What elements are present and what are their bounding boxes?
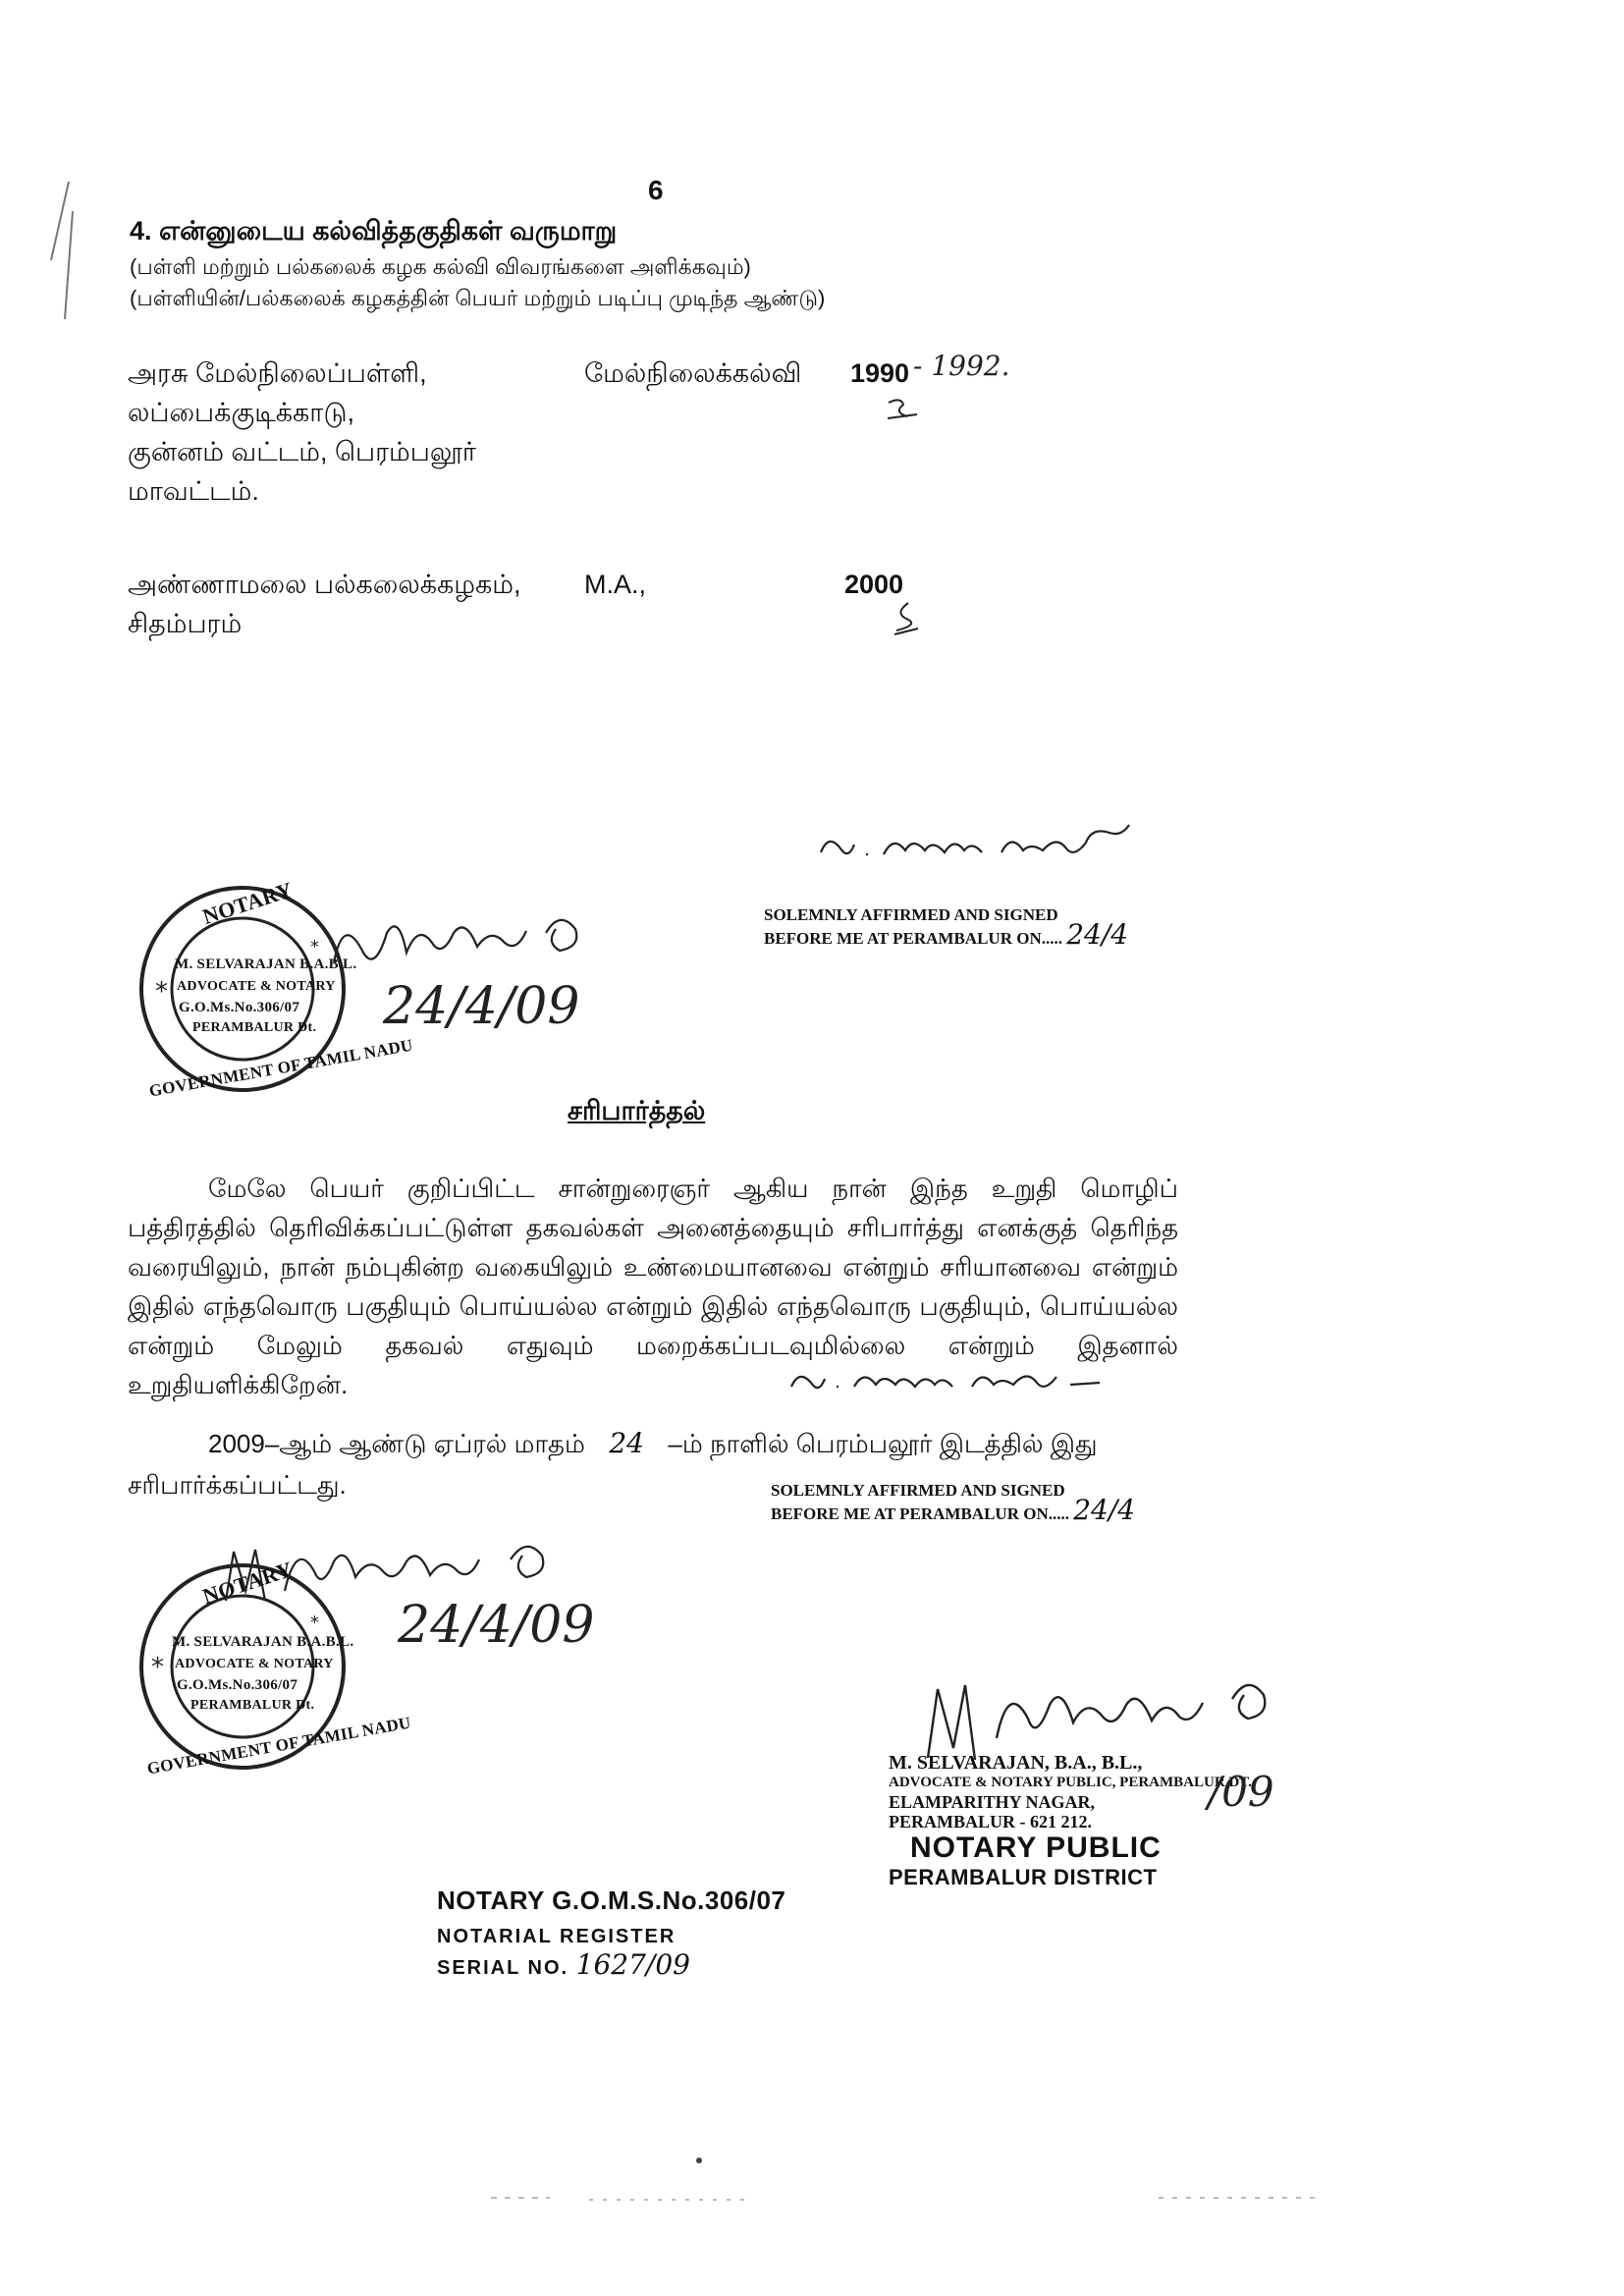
notary-name: M. SELVARAJAN, B.A., B.L.,	[889, 1752, 1143, 1774]
institution-line: குன்னம் வட்டம், பெரம்பலூர்	[128, 437, 476, 466]
affirmation-1-line1: SOLEMNLY AFFIRMED AND SIGNED	[764, 905, 1058, 924]
notary-date-handwritten: /09	[1208, 1768, 1274, 1816]
deponent-signature-1	[815, 815, 1149, 874]
institution-line: அண்ணாமலை பல்கலைக்கழகம்,	[128, 570, 521, 599]
stamp-2-line3: G.O.Ms.No.306/07	[177, 1677, 298, 1693]
stamp-2-name: M. SELVARAJAN B.A.B.L.	[172, 1634, 354, 1650]
notary-title: NOTARY PUBLIC	[910, 1831, 1162, 1864]
scan-artifacts	[0, 2141, 1624, 2219]
institution-line: மாவட்டம்.	[128, 476, 259, 506]
svg-text:*: *	[155, 977, 168, 1007]
verification-date-line	[208, 1424, 1098, 1463]
margin-mark	[29, 172, 79, 329]
verification-title: சரிபார்த்தல்	[568, 1096, 706, 1125]
affirmation-1-line2: BEFORE ME AT PERAMBALUR ON..... 24/4	[764, 918, 1129, 951]
date-line-part-a: 2009–ஆம் ஆண்டு ஏப்ரல் மாதம்	[208, 1429, 585, 1458]
register-line2	[437, 1948, 785, 1981]
institution-line: சிதம்பரம்	[128, 609, 243, 638]
affirmation-2-date: 24/4	[1073, 1494, 1136, 1526]
notary-public-block	[889, 1753, 1252, 1890]
affirmation-2-text: BEFORE ME AT PERAMBALUR ON	[771, 1504, 1049, 1523]
svg-text:*: *	[310, 1613, 319, 1633]
stamp-1-line3: G.O.Ms.No.306/07	[179, 1000, 300, 1015]
education-row-1-institution	[128, 354, 476, 511]
register-go: NOTARY G.O.M.S.No.306/07	[437, 1886, 786, 1915]
date-line-part-b: –ம் நாளில் பெரம்பலூர் இடத்தில் இது	[668, 1429, 1098, 1458]
notary-line2: ADVOCATE & NOTARY PUBLIC, PERAMBALUR DT.	[889, 1775, 1252, 1790]
education-row-2-course: M.A.,	[584, 570, 647, 599]
stamp-1-line2: ADVOCATE & NOTARY	[177, 979, 336, 994]
affirmation-1-text: BEFORE ME AT PERAMBALUR ON	[764, 929, 1042, 948]
affirmation-2-line2: BEFORE ME AT PERAMBALUR ON..... 24/4	[771, 1494, 1136, 1526]
institution-line: அரசு மேல்நிலைப்பள்ளி,	[128, 358, 427, 388]
stamp-1-bottom: GOVERNMENT OF TAMIL NADU	[147, 1035, 414, 1101]
notary-signature-1	[324, 903, 599, 982]
register-serial: 1627/09	[575, 1948, 690, 1981]
education-row-2-institution	[128, 565, 521, 643]
notary-signature-2-date: 24/4/09	[398, 1596, 595, 1655]
stamp-2-line4: PERAMBALUR Dt.	[190, 1698, 315, 1713]
deponent-signature-2	[785, 1355, 1119, 1404]
affirmation-2-line1: SOLEMNLY AFFIRMED AND SIGNED	[771, 1481, 1065, 1500]
date-handwritten: 24	[609, 1427, 644, 1459]
stamp-1-line4: PERAMBALUR Dt.	[192, 1020, 317, 1035]
verification-paragraph: மேலே பெயர் குறிப்பிட்ட சான்றுரைஞர் ஆகிய நான் இந்த உறுதி மொழிப் பத்திரத்தில் தெரிவிக்கப்பட்டுள்ள தகவல்கள் அனைத்தையும் சரிபார்த்து எனக்குத் தெரிந்த வரையிலும், நான் நம்புகின்ற வகையிலும் உண்மையானவை என்றும் சரியானவை என்றும் இதில் எந்தவொரு பகுதியும் பொய்யல்ல என்றும் இதில் எந்தவொரு பகுதியும், பொய்யல்ல என்றும் மேலும் தகவல் எதுவும் மறைக்கப்படவுமில்லை என்றும் இதனால் உறுதியளிக்கிறேன்.	[128, 1174, 1178, 1399]
page-number: 6	[648, 175, 664, 205]
stamp-1-top: NOTARY	[199, 876, 297, 930]
stamp-2-bottom: GOVERNMENT OF TAMIL NADU	[145, 1713, 412, 1778]
svg-text:*: *	[310, 937, 319, 957]
education-row-1-course: மேல்நிலைக்கல்வி	[584, 358, 802, 388]
notary-signature-1-date: 24/4/09	[383, 977, 580, 1036]
svg-text:*: *	[151, 1653, 164, 1682]
institution-line: லப்பைக்குடிக்காடு,	[128, 398, 354, 427]
notary-line4: PERAMBALUR - 621 212.	[889, 1812, 1092, 1831]
stamp-1-name: M. SELVARAJAN B.A.B.L.	[175, 957, 357, 972]
notary-register	[437, 1886, 785, 1981]
stamp-2-line2: ADVOCATE & NOTARY	[175, 1657, 334, 1671]
affirmation-1-date: 24/4	[1066, 918, 1129, 951]
notary-line3: ELAMPARITHY NAGAR,	[889, 1792, 1095, 1812]
education-row-1-year: 1990	[850, 358, 910, 388]
education-row-1-year-handwritten: - 1992.	[913, 350, 1010, 382]
initial-mark	[889, 599, 928, 638]
affirmation-1	[764, 905, 1128, 949]
register-line1: NOTARIAL REGISTER	[437, 1926, 677, 1947]
education-row-2-year: 2000	[844, 570, 904, 599]
notary-district: PERAMBALUR DISTRICT	[889, 1865, 1158, 1889]
section-heading: 4. என்னுடைய கல்வித்தகுதிகள் வருமாறு	[130, 216, 618, 246]
affirmation-2	[771, 1481, 1135, 1524]
register-serial-label: SERIAL NO.	[437, 1957, 569, 1979]
section-subtitle-2: (பள்ளியின்/பல்கலைக் கழகத்தின் பெயர் மற்றும் படிப்பு முடிந்த ஆண்டு)	[130, 286, 826, 310]
stamp-2-top: NOTARY	[199, 1556, 297, 1610]
initial-mark	[884, 395, 923, 424]
section-subtitle-1: (பள்ளி மற்றும் பல்கலைக் கழக கல்வி விவரங்களை அளிக்கவும்)	[130, 254, 751, 279]
verification-date-line-2: சரிபார்க்கப்பட்டது.	[128, 1470, 347, 1500]
